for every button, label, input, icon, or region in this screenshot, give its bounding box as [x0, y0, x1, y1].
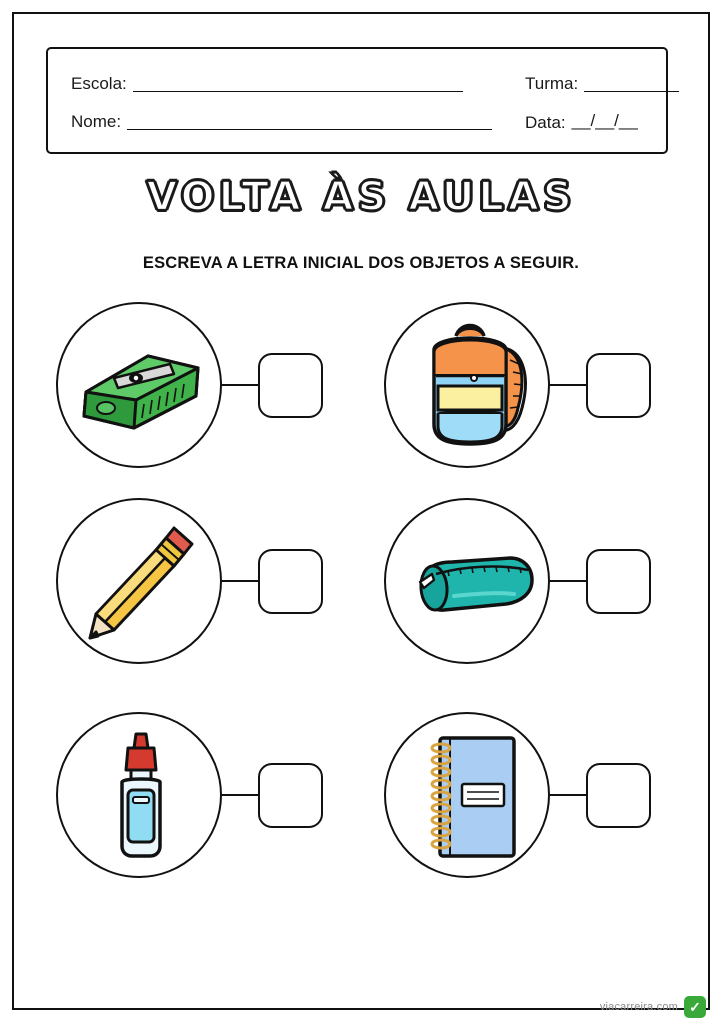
connector-line [222, 794, 260, 796]
backpack-icon [386, 304, 550, 468]
check-badge-icon: ✓ [684, 996, 706, 1018]
info-row-1 [48, 63, 666, 103]
nome-label: Nome: [71, 111, 122, 131]
exercise-item-cola [44, 702, 334, 902]
instruction-text: ESCREVA A LETRA INICIAL DOS OBJETOS A SEGUIR. [142, 254, 580, 272]
answer-box-lapis[interactable] [258, 549, 323, 614]
exercise-item-lapis [44, 488, 334, 688]
notebook-icon [386, 714, 550, 878]
turma-rule[interactable] [584, 77, 679, 92]
glue-bottle-icon [58, 714, 222, 878]
page-title: VOLTA ÀS AULAS [146, 174, 576, 220]
field-turma[interactable] [525, 75, 679, 92]
field-nome[interactable] [71, 113, 492, 130]
connector-line [550, 384, 588, 386]
connector-line [222, 384, 260, 386]
image-circle-caderno [384, 712, 550, 878]
image-circle-estojo [384, 498, 550, 664]
answer-box-cola[interactable] [258, 763, 323, 828]
image-circle-lapis [56, 498, 222, 664]
pencil-case-icon [386, 500, 550, 664]
site-name: viacarreira.com [599, 1001, 678, 1013]
exercise-item-caderno [372, 702, 662, 902]
info-row-2 [48, 101, 666, 141]
nome-rule[interactable] [127, 115, 492, 130]
answer-box-caderno[interactable] [586, 763, 651, 828]
field-escola[interactable] [71, 75, 463, 92]
connector-line [222, 580, 260, 582]
data-label: Data: [525, 113, 566, 132]
exercise-item-apontador [44, 292, 334, 492]
pencil-icon [58, 500, 222, 664]
footer-watermark [600, 996, 706, 1018]
turma-label: Turma: [525, 73, 579, 93]
exercise-item-mochila [372, 292, 662, 492]
escola-label: Escola: [71, 73, 127, 93]
connector-line [550, 794, 588, 796]
answer-box-estojo[interactable] [586, 549, 651, 614]
image-circle-mochila [384, 302, 550, 468]
worksheet-page [12, 12, 710, 1010]
image-circle-apontador [56, 302, 222, 468]
answer-box-mochila[interactable] [586, 353, 651, 418]
exercise-item-estojo [372, 488, 662, 688]
student-info-box [46, 47, 668, 154]
answer-box-apontador[interactable] [258, 353, 323, 418]
pencil-sharpener-icon [58, 304, 222, 468]
data-value[interactable]: __/__/__ [571, 111, 638, 130]
field-data[interactable] [525, 111, 638, 131]
image-circle-cola [56, 712, 222, 878]
escola-rule[interactable] [133, 77, 463, 92]
exercise-grid [14, 292, 708, 912]
connector-line [550, 580, 588, 582]
